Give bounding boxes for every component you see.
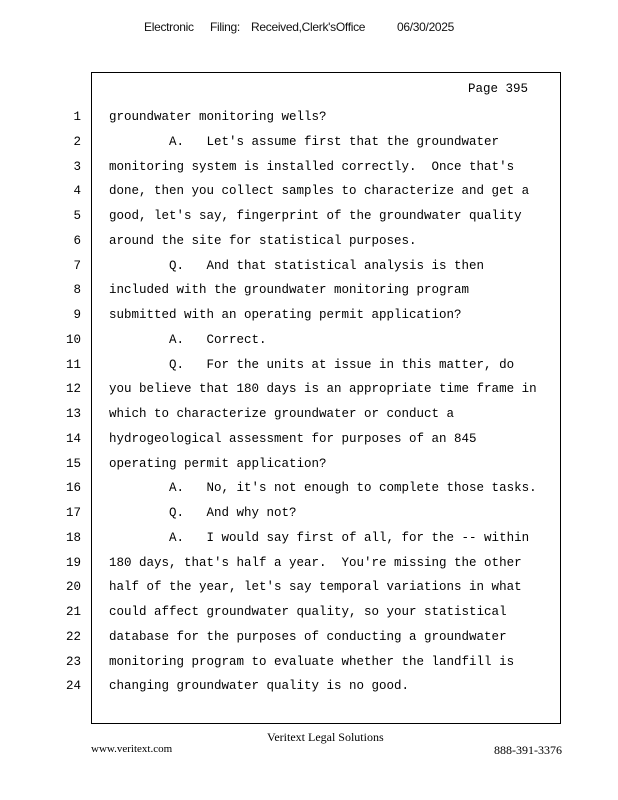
line-text: monitoring program to evaluate whether the landfill is	[109, 654, 515, 669]
line-number: 19	[65, 555, 81, 570]
transcript-line	[0, 531, 618, 551]
line-text: A. Let's assume first that the groundwater	[109, 134, 500, 149]
line-number: 22	[65, 629, 81, 644]
page-number: Page 395	[468, 82, 529, 96]
line-text: you believe that 180 days is an appropriate time frame in	[109, 382, 537, 397]
transcript-line	[0, 407, 618, 427]
transcript-line	[0, 135, 618, 155]
line-text: Q. And that statistical analysis is then	[109, 258, 485, 273]
transcript-line	[0, 259, 618, 279]
transcript-line	[0, 655, 618, 675]
line-number: 15	[65, 456, 81, 471]
line-number: 23	[65, 654, 81, 669]
line-number: 3	[73, 159, 81, 174]
transcript-line	[0, 580, 618, 600]
line-text: included with the groundwater monitoring program	[109, 283, 470, 298]
line-number: 14	[65, 431, 81, 446]
line-number: 10	[65, 332, 81, 347]
header-date: 06/30/2025	[397, 20, 455, 34]
footer-website: www.veritext.com	[91, 743, 173, 755]
transcript-line	[0, 679, 618, 699]
line-text: hydrogeological assessment for purposes of an 845	[109, 431, 477, 446]
line-text: operating permit application?	[109, 456, 327, 471]
transcript-line	[0, 333, 618, 353]
line-number: 7	[73, 258, 81, 273]
header-received: Received,Clerk'sOffice	[251, 20, 366, 34]
transcript-line	[0, 481, 618, 501]
line-number: 18	[65, 530, 81, 545]
line-text: which to characterize groundwater or conduct a	[109, 407, 455, 421]
line-text: Q. And why not?	[109, 506, 297, 520]
line-text: around the site for statistical purposes.	[109, 233, 417, 248]
line-text: A. Correct.	[109, 332, 267, 347]
line-number: 1	[73, 110, 81, 124]
line-text: could affect groundwater quality, so your statistical	[109, 605, 507, 619]
line-number: 12	[65, 382, 81, 397]
transcript-line	[0, 457, 618, 477]
line-number: 9	[73, 308, 81, 322]
line-number: 16	[65, 481, 81, 496]
transcript-line	[0, 506, 618, 526]
footer-phone: 888-391-3376	[494, 743, 562, 757]
transcript-line	[0, 160, 618, 180]
line-text: good, let's say, fingerprint of the groundwater quality	[109, 209, 522, 223]
header-electronic: Electronic	[144, 20, 194, 34]
transcript-line	[0, 308, 618, 328]
transcript-line	[0, 184, 618, 204]
line-text: 180 days, that's half a year. You're missing the other	[109, 555, 522, 570]
line-number: 11	[65, 357, 81, 372]
line-number: 13	[65, 407, 81, 421]
line-number: 20	[65, 580, 81, 595]
transcript-line	[0, 556, 618, 576]
transcript-line	[0, 209, 618, 229]
line-text: groundwater monitoring wells?	[109, 110, 327, 124]
transcript-line	[0, 358, 618, 378]
line-number: 2	[73, 134, 81, 149]
line-number: 24	[65, 679, 81, 694]
line-number: 8	[73, 283, 81, 298]
footer-company: Veritext Legal Solutions	[267, 730, 384, 744]
line-number: 6	[73, 233, 81, 248]
line-number: 5	[73, 209, 81, 223]
line-number: 21	[65, 605, 81, 619]
transcript-line	[0, 234, 618, 254]
line-text: monitoring system is installed correctly. Once that's	[109, 159, 515, 174]
line-text: A. No, it's not enough to complete those tasks.	[109, 481, 537, 496]
transcript-line	[0, 283, 618, 303]
line-text: changing groundwater quality is no good.	[109, 679, 410, 694]
header-filing: Filing:	[210, 20, 240, 34]
transcript-line	[0, 110, 618, 130]
line-text: database for the purposes of conducting a groundwater	[109, 629, 507, 644]
transcript-line	[0, 630, 618, 650]
transcript-line	[0, 605, 618, 625]
line-text: done, then you collect samples to characterize and get a	[109, 184, 530, 199]
transcript-line	[0, 432, 618, 452]
line-text: submitted with an operating permit application?	[109, 308, 462, 322]
line-number: 17	[65, 506, 81, 520]
line-text: A. I would say first of all, for the -- within	[109, 530, 530, 545]
transcript-line	[0, 382, 618, 402]
line-text: half of the year, let's say temporal variations in what	[109, 580, 522, 595]
line-number: 4	[73, 184, 81, 199]
line-text: Q. For the units at issue in this matter, do	[109, 357, 515, 372]
